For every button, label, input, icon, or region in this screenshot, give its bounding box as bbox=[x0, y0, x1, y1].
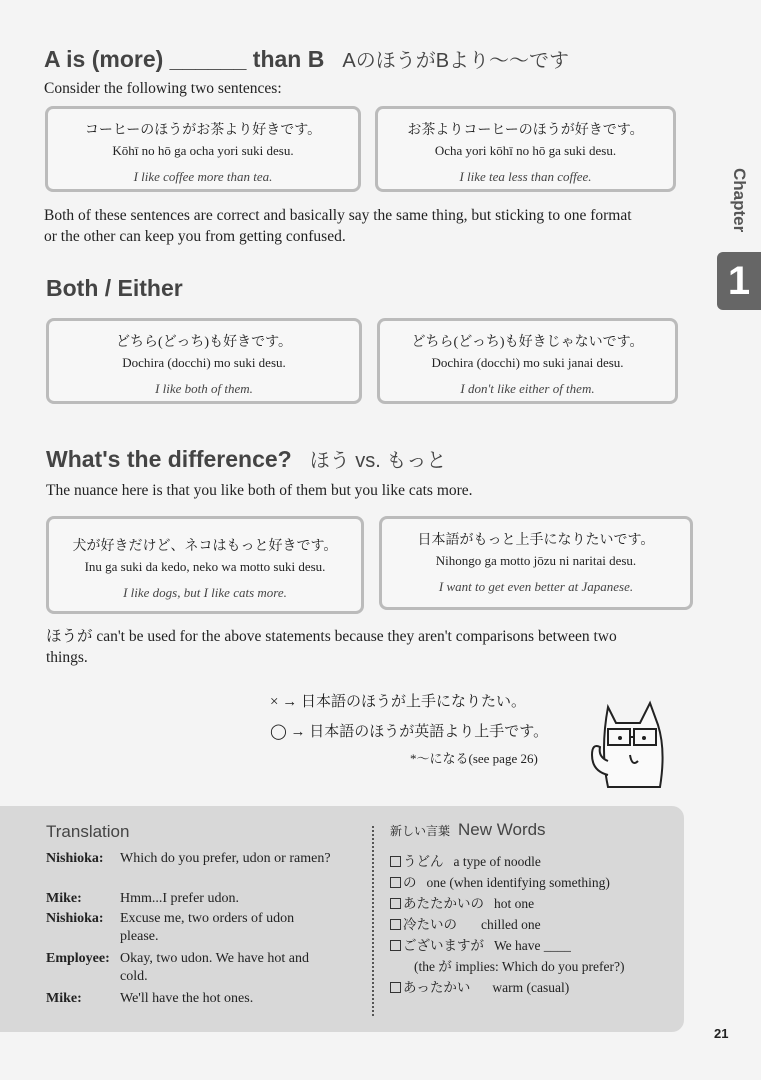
intro-text: Consider the following two sentences: bbox=[44, 80, 282, 97]
word-en: chilled one bbox=[481, 917, 541, 932]
example-translation: I like coffee more than tea. bbox=[133, 169, 273, 184]
checkbox-icon bbox=[390, 898, 401, 909]
line-text: We'll have the hot ones. bbox=[120, 991, 254, 1006]
speaker: Nishioka: bbox=[46, 851, 104, 866]
paragraph-2 bbox=[46, 626, 686, 668]
word-jp: ございますが bbox=[403, 938, 484, 953]
example-box-1 bbox=[45, 106, 361, 192]
page-number: 21 bbox=[714, 1026, 729, 1041]
word-en: warm (casual) bbox=[492, 980, 570, 995]
section-heading-difference bbox=[46, 444, 446, 473]
paragraph-1 bbox=[44, 205, 684, 247]
example-translation: I like dogs, but I like cats more. bbox=[123, 585, 287, 600]
speaker: Mike: bbox=[46, 891, 82, 906]
heading-jp: ほう vs. もっと bbox=[309, 450, 447, 472]
example-translation: I don't like either of them. bbox=[460, 381, 595, 396]
example-romaji: Nihongo ga motto jōzu ni naritai desu. bbox=[435, 553, 637, 568]
heading-en: A is (more) ______ than B bbox=[44, 46, 325, 72]
checkbox-icon bbox=[390, 919, 401, 930]
checkbox-icon bbox=[390, 877, 401, 888]
example-romaji: Inu ga suki da kedo, neko wa motto suki desu. bbox=[84, 559, 326, 574]
example-romaji: Ocha yori kōhī no hō ga suki desu. bbox=[434, 143, 617, 158]
line-text: Which do you prefer, udon or ramen? bbox=[120, 851, 331, 866]
new-words-title-en: New Words bbox=[458, 820, 546, 839]
new-words-title bbox=[390, 820, 546, 840]
example-box-5 bbox=[46, 516, 364, 614]
new-words-title-jp: 新しい言葉 bbox=[390, 824, 451, 838]
word-en: a type of noodle bbox=[453, 854, 541, 869]
example-jp: 犬が好きだけど、ネコはもっと好きです。 bbox=[72, 539, 338, 554]
speaker: Nishioka: bbox=[46, 911, 104, 926]
nuance-text: The nuance here is that you like both of them but you like cats more. bbox=[46, 482, 473, 499]
word-jp: あったかい bbox=[403, 980, 471, 995]
speaker: Employee: bbox=[46, 951, 110, 966]
paragraph-line: Both of these sentences are correct and basically say the same thing, but sticking to one format bbox=[44, 207, 632, 224]
checkbox-icon bbox=[390, 940, 401, 951]
example-romaji: Dochira (docchi) mo suki desu. bbox=[122, 355, 286, 370]
word-jp: 冷たいの bbox=[403, 917, 457, 932]
heading-en: What's the difference? bbox=[46, 446, 292, 472]
checkbox-icon bbox=[390, 856, 401, 867]
new-word bbox=[390, 913, 541, 933]
example-jp: 日本語がもっと上手になりたいです。 bbox=[417, 533, 655, 548]
line-text: Excuse me, two orders of udon please. bbox=[120, 911, 295, 944]
example-jp: コーヒーのほうがお茶より好きです。 bbox=[84, 123, 322, 138]
example-jp: どちら(どっち)も好きじゃないです。 bbox=[411, 335, 644, 350]
new-word-note: (the が implies: Which do you prefer?) bbox=[414, 959, 625, 974]
paragraph-line: ほうが can't be used for the above statements because they aren't comparisons between two bbox=[46, 628, 617, 645]
example-romaji: Dochira (docchi) mo suki janai desu. bbox=[431, 355, 624, 370]
heading-jp: AのほうがBより〜〜です bbox=[342, 50, 570, 72]
example-box-2 bbox=[375, 106, 676, 192]
example-romaji: Kōhī no hō ga ocha yori suki desu. bbox=[112, 143, 294, 158]
example-translation: I like tea less than coffee. bbox=[459, 169, 592, 184]
translation-list bbox=[46, 850, 346, 1030]
word-jp: あたたかいの bbox=[403, 896, 484, 911]
example-box-3 bbox=[46, 318, 362, 404]
example-box-4 bbox=[377, 318, 678, 404]
new-word bbox=[390, 934, 571, 954]
bottom-panel bbox=[0, 806, 684, 1032]
chapter-label-text: Chapter bbox=[730, 168, 749, 233]
speaker: Mike: bbox=[46, 991, 82, 1006]
new-word bbox=[390, 850, 541, 870]
example-translation: I want to get even better at Japanese. bbox=[438, 579, 634, 594]
section-heading-both-either: Both / Either bbox=[46, 275, 183, 301]
section-heading-comparison bbox=[44, 44, 569, 73]
chapter-label bbox=[717, 160, 761, 256]
example-wrong: × → 日本語のほうが上手になりたい。 bbox=[270, 694, 526, 710]
new-word bbox=[390, 871, 610, 891]
example-box-6 bbox=[379, 516, 693, 610]
word-en: one (when identifying something) bbox=[426, 875, 610, 890]
cat-illustration bbox=[578, 695, 678, 795]
footnote: *〜になる(see page 26) bbox=[410, 751, 538, 766]
divider bbox=[372, 826, 374, 1016]
new-word bbox=[390, 976, 569, 996]
paragraph-line: things. bbox=[46, 649, 88, 666]
chapter-number: 1 bbox=[717, 252, 761, 310]
line-text: Okay, two udon. We have hot and cold. bbox=[120, 951, 309, 984]
word-jp: うどん bbox=[403, 854, 444, 869]
checkbox-icon bbox=[390, 982, 401, 993]
word-jp: の bbox=[403, 875, 417, 890]
translation-title: Translation bbox=[46, 822, 130, 841]
example-jp: お茶よりコーヒーのほうが好きです。 bbox=[407, 123, 644, 138]
example-jp: どちら(どっち)も好きです。 bbox=[116, 335, 292, 350]
new-word bbox=[390, 892, 534, 912]
word-en: We have ____ bbox=[494, 938, 571, 953]
example-right: ◯ → 日本語のほうが英語より上手です。 bbox=[270, 724, 549, 740]
example-translation: I like both of them. bbox=[155, 381, 253, 396]
paragraph-line: or the other can keep you from getting confused. bbox=[44, 228, 346, 245]
word-en: hot one bbox=[494, 896, 535, 911]
line-text: Hmm...I prefer udon. bbox=[120, 891, 239, 906]
